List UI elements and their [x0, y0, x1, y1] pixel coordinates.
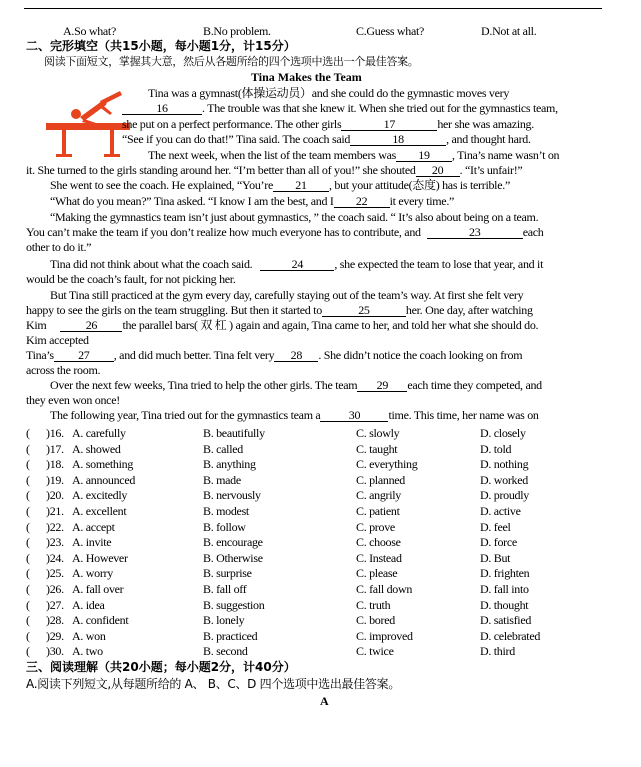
option-a: A. excitedly — [72, 488, 128, 503]
option-d: D. third — [480, 644, 515, 659]
passage-line-15: happy to see the girls on the team struggling. But then it started to 25 her. One day, after watching — [26, 303, 533, 317]
option-a: A. invite — [72, 535, 112, 550]
passage-line-5: The next week, when the list of the team members was 19 , Tina’s name wasn’t on — [148, 148, 560, 162]
blank-17: 17 — [341, 118, 437, 131]
option-d: D. fall into — [480, 582, 529, 596]
answer-paren: ( — [26, 628, 30, 643]
top-rule — [24, 8, 602, 9]
question-number: )25. — [46, 566, 64, 581]
question-number: )23. — [46, 535, 64, 550]
option-c: C. patient — [356, 504, 400, 518]
passage-line-20: Over the next few weeks, Tina tried to help the other girls. The team 29 each time they competed, and — [50, 378, 542, 392]
passage-line-13: would be the coach’s fault, for not picking her. — [26, 272, 236, 286]
question-number: )18. — [46, 457, 64, 472]
option-c: C. twice — [356, 644, 394, 659]
option-c: C. everything — [356, 457, 418, 472]
passage-line-2: 16 . The trouble was that she knew it. When she tried out for the gymnastics team, — [122, 101, 558, 115]
option-c: C. Instead — [356, 550, 402, 565]
blank-22: 22 — [334, 195, 390, 208]
option-c: C. angrily — [356, 488, 401, 503]
option-a: A. something — [72, 457, 134, 472]
blank-24: 24 — [260, 258, 334, 271]
option-c: C. choose — [356, 535, 401, 550]
option-a: A. accept — [72, 519, 115, 534]
option-b: B. anything — [203, 457, 256, 472]
passage-line-11: other to do it.” — [26, 240, 92, 254]
section2-instruction: 阅读下面短文，掌握其大意，然后从各题所给的四个选项中选出一个最佳答案。 — [44, 55, 419, 68]
passage-line-16: Kim 26 the parallel bars( 双 杠 ) again and again, Tina came to her, and told her what she should do. — [26, 318, 539, 332]
option-d: D. told — [480, 441, 512, 456]
question-number: )27. — [46, 597, 64, 612]
blank-18: 18 — [350, 133, 446, 146]
section3-heading: 三、阅读理解（共20小题；每小题2分，计40分） — [26, 660, 296, 674]
blank-26: 26 — [60, 319, 122, 332]
option-a: A. excellent — [72, 504, 127, 518]
passage-line-22: The following year, Tina tried out for the gymnastics team a 30 time. This time, her name was on — [50, 408, 539, 422]
blank-19: 19 — [396, 149, 452, 162]
passage-line-7: She went to see the coach. He explained, “You’re 21 , but your attitude(态度) has is terrible.” — [50, 178, 510, 192]
option-d: D. closely — [480, 426, 526, 440]
option-c: C. planned — [356, 472, 405, 487]
option-c: C. fall down — [356, 582, 413, 596]
option-c: C. taught — [356, 441, 398, 456]
option-a: A. two — [72, 644, 103, 659]
blank-28: 28 — [274, 349, 318, 362]
option-b: B. second — [203, 644, 248, 659]
passage-line-9: “Making the gymnastics team isn’t just about gymnastics, ” the coach said. “ It’s also about being on a team. — [50, 210, 539, 224]
option-b: B. follow — [203, 519, 246, 534]
blank-20: 20 — [416, 164, 460, 177]
passage-line-14: But Tina still practiced at the gym every day, carefully staying out of the team’s way. At first she felt very — [50, 288, 524, 302]
answer-paren: ( — [26, 488, 30, 503]
prev-option-d: D.Not at all. — [481, 24, 537, 38]
passage-line-4: “See if you can do that!” Tina said. The coach said 18 , and thought hard. — [122, 132, 531, 146]
question-number: )24. — [46, 550, 64, 565]
option-d: D. proudly — [480, 488, 529, 503]
option-c: C. slowly — [356, 426, 400, 440]
question-number: )19. — [46, 472, 64, 487]
blank-25: 25 — [322, 304, 406, 317]
question-number: )28. — [46, 613, 64, 628]
option-a: A. confident — [72, 613, 129, 628]
option-d: D. worked — [480, 472, 528, 487]
option-d: D. force — [480, 535, 517, 550]
section3-instruction: A.阅读下列短文,从每题所给的 A、 B、C、D 四个选项中选出最佳答案。 — [26, 677, 401, 691]
option-d: D. satisfied — [480, 613, 532, 628]
question-number: )22. — [46, 519, 64, 534]
option-a: A. won — [72, 628, 106, 643]
option-b: B. suggestion — [203, 597, 265, 612]
option-b: B. called — [203, 441, 243, 456]
option-c: C. bored — [356, 613, 395, 628]
option-d: D. nothing — [480, 457, 529, 472]
passage-line-18: Tina’s 27 , and did much better. Tina felt very 28 . She didn’t notice the coach looking on from — [26, 348, 523, 362]
option-a: A. worry — [72, 566, 113, 581]
option-b: B. made — [203, 472, 241, 487]
question-number: )16. — [46, 426, 64, 440]
answer-paren: ( — [26, 597, 30, 612]
section2-heading: 二、完形填空（共15小题，每小题1分，计15分） — [26, 39, 296, 53]
question-number: )26. — [46, 582, 64, 596]
option-b: B. fall off — [203, 582, 247, 596]
answer-paren: ( — [26, 441, 30, 456]
passage-line-10: You can’t make the team if you don’t realize how much everyone has to contribute, and 23 each — [26, 225, 544, 239]
blank-30: 30 — [320, 409, 388, 422]
option-a: A. announced — [72, 472, 136, 487]
option-d: D. But — [480, 550, 511, 565]
option-b: B. lonely — [203, 613, 245, 628]
option-d: D. celebrated — [480, 628, 541, 643]
answer-paren: ( — [26, 457, 30, 472]
option-b: B. surprise — [203, 566, 252, 581]
option-d: D. feel — [480, 519, 511, 534]
option-c: C. improved — [356, 628, 413, 643]
option-b: B. encourage — [203, 535, 263, 550]
blank-23: 23 — [427, 226, 523, 239]
prev-option-a: A.So what? — [63, 24, 116, 38]
question-number: )29. — [46, 628, 64, 643]
question-number: )21. — [46, 504, 64, 518]
option-a: A. However — [72, 550, 128, 565]
blank-29: 29 — [357, 379, 407, 392]
option-d: D. frighten — [480, 566, 530, 581]
question-number: )20. — [46, 488, 64, 503]
answer-paren: ( — [26, 566, 30, 581]
answer-paren: ( — [26, 426, 30, 440]
blank-21: 21 — [273, 179, 329, 192]
option-c: C. prove — [356, 519, 395, 534]
answer-paren: ( — [26, 472, 30, 487]
passage-line-3: she put on a perfect performance. The other girls 17 her she was amazing. — [122, 117, 534, 131]
option-b: B. Otherwise — [203, 550, 263, 565]
answer-paren: ( — [26, 644, 30, 659]
answer-paren: ( — [26, 613, 30, 628]
prev-option-c: C.Guess what? — [356, 24, 425, 38]
option-a: A. fall over — [72, 582, 124, 596]
question-number: )30. — [46, 644, 64, 659]
option-a: A. idea — [72, 597, 105, 612]
blank-27: 27 — [54, 349, 114, 362]
passage-line-1: Tina was a gymnast(体操运动员）and she could do the gymnastic moves very — [148, 86, 510, 100]
section3-label: A — [320, 694, 329, 708]
option-b: B. beautifully — [203, 426, 265, 440]
option-a: A. showed — [72, 441, 121, 456]
passage-line-17: Kim accepted — [26, 333, 89, 347]
prev-option-b: B.No problem. — [203, 24, 271, 38]
passage-line-12: Tina did not think about what the coach said. 24 , she expected the team to lose that year, and it — [50, 257, 544, 271]
passage-line-21: they even won once! — [26, 393, 120, 407]
passage-title: Tina Makes the Team — [251, 70, 362, 84]
answer-paren: ( — [26, 550, 30, 565]
passage-line-19: across the room. — [26, 363, 101, 377]
passage-line-6: it. She turned to the girls standing around her. “I’m better than all of you!” she shouted 20 . “It’s unfair!” — [26, 163, 523, 177]
option-a: A. carefully — [72, 426, 126, 440]
option-b: B. practiced — [203, 628, 258, 643]
blank-16: 16 — [122, 102, 202, 115]
answer-paren: ( — [26, 582, 30, 596]
answer-paren: ( — [26, 535, 30, 550]
option-b: B. modest — [203, 504, 249, 518]
option-c: C. truth — [356, 597, 391, 612]
option-d: D. thought — [480, 597, 529, 612]
answer-paren: ( — [26, 519, 30, 534]
answer-paren: ( — [26, 504, 30, 518]
option-b: B. nervously — [203, 488, 261, 503]
option-d: D. active — [480, 504, 521, 518]
question-number: )17. — [46, 441, 64, 456]
option-c: C. please — [356, 566, 398, 581]
passage-line-8: “What do you mean?” Tina asked. “I know I am the best, and I 22 it every time.” — [50, 194, 455, 208]
